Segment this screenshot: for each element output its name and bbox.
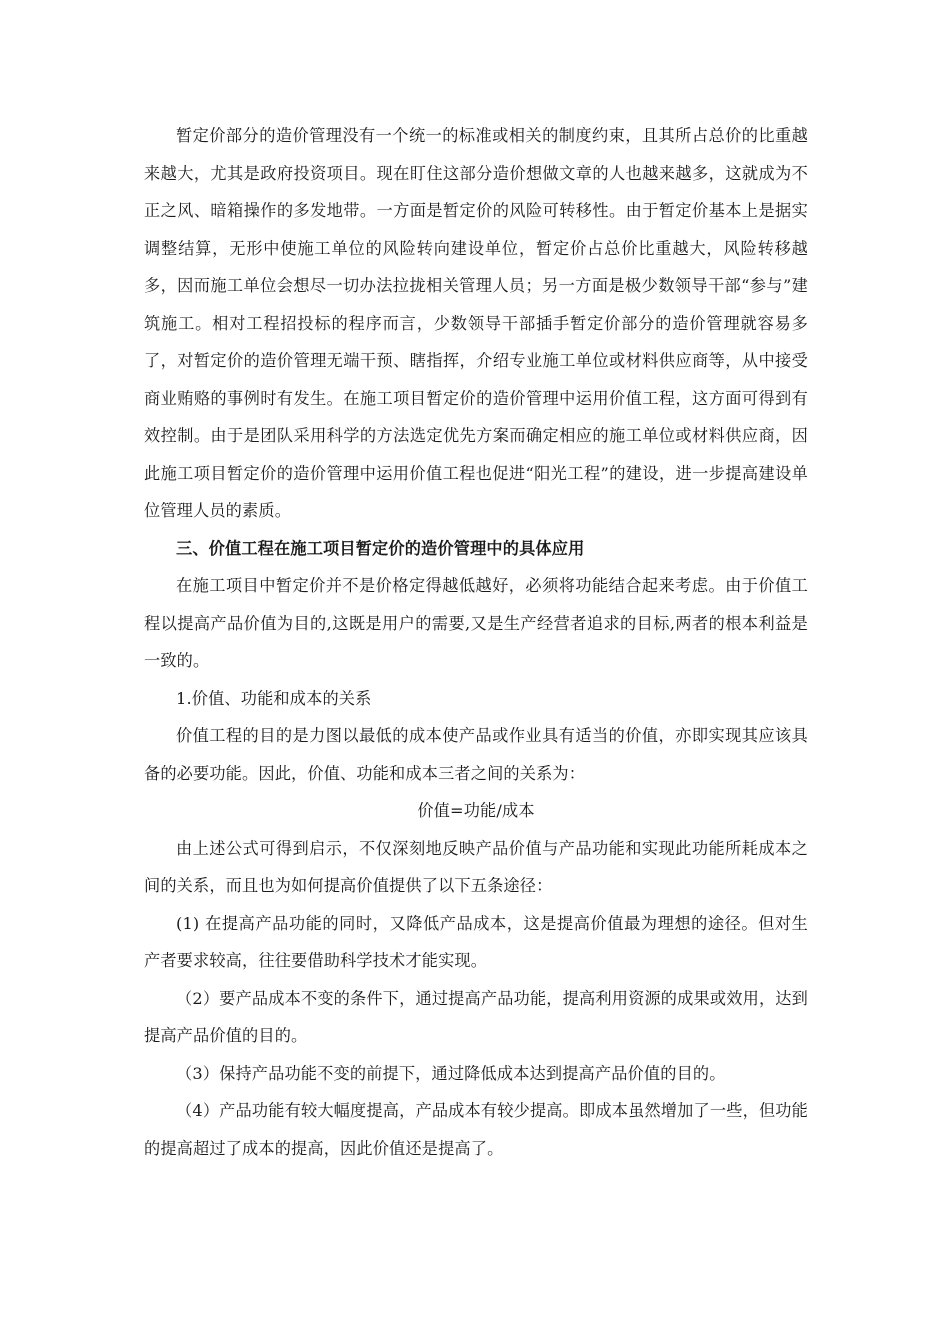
paragraph-provisional-price-risk: 暂定价部分的造价管理没有一个统一的标准或相关的制度约束，且其所占总价的比重越来越大，尤其是政府投资项目。现在盯住这部分造价想做文章的人也越来越多，这就成为不正之风、暗箱操作的多发地带。一方面是暂定价的风险可转移性。由于暂定价基本上是据实调整结算，无形中使施工单位的风险转向建设单位，暂定价占总价比重越大，风险转移越多，因而施工单位会想尽一切办法拉拢相关管理人员；另一方面是极少数领导干部“参与”建筑施工。相对工程招投标的程序而言，少数领导干部插手暂定价部分的造价管理就容易多了，对暂定价的造价管理无端干预、瞎指挥，介绍专业施工单位或材料供应商等，从中接受商业贿赂的事例时有发生。在施工项目暂定价的造价管理中运用价值工程，这方面可得到有效控制。由于是团队采用科学的方法选定优先方案而确定相应的施工单位或材料供应商，因此施工项目暂定价的造价管理中运用价值工程也促进“阳光工程”的建设，进一步提高建设单位管理人员的素质。 [144,126,808,520]
subheading-value-function-cost: 1.价值、功能和成本的关系 [176,688,372,708]
list-item-approach-4: （4）产品功能有较大幅度提高，产品成本有较少提高。即成本虽然增加了一些，但功能的提高超过了成本的提高，因此价值还是提高了。 [144,1101,808,1158]
list-item-approach-1: (1) 在提高产品功能的同时，又降低产品成本，这是提高价值最为理想的途径。但对生产者要求较高，往往要借助科学技术才能实现。 [144,913,808,970]
section-heading-3: 三、价值工程在施工项目暂定价的造价管理中的具体应用 [176,538,585,558]
paragraph-value-engineering-goal: 价值工程的目的是力图以最低的成本使产品或作业具有适当的价值，亦即实现其应该具备的必要功能。因此，价值、功能和成本三者之间的关系为： [144,726,808,783]
paragraph-value-engineering-purpose: 在施工项目中暂定价并不是价格定得越低越好，必须将功能结合起来考虑。由于价值工程以提高产品价值为目的,这既是用户的需要,又是生产经营者追求的目标,两者的根本利益是一致的。 [144,576,808,670]
list-item-approach-2: （2）要产品成本不变的条件下，通过提高产品功能，提高利用资源的成果或效用，达到提高产品价值的目的。 [144,988,808,1045]
formula-value-equals-function-over-cost: 价值=功能/成本 [417,801,535,820]
paragraph-five-approaches: 由上述公式可得到启示，不仅深刻地反映产品价值与产品功能和实现此功能所耗成本之间的关系，而且也为如何提高价值提供了以下五条途径： [144,838,808,895]
document-body [144,117,808,1167]
list-item-approach-3: （3）保持产品功能不变的前提下，通过降低成本达到提高产品价值的目的。 [176,1063,726,1083]
